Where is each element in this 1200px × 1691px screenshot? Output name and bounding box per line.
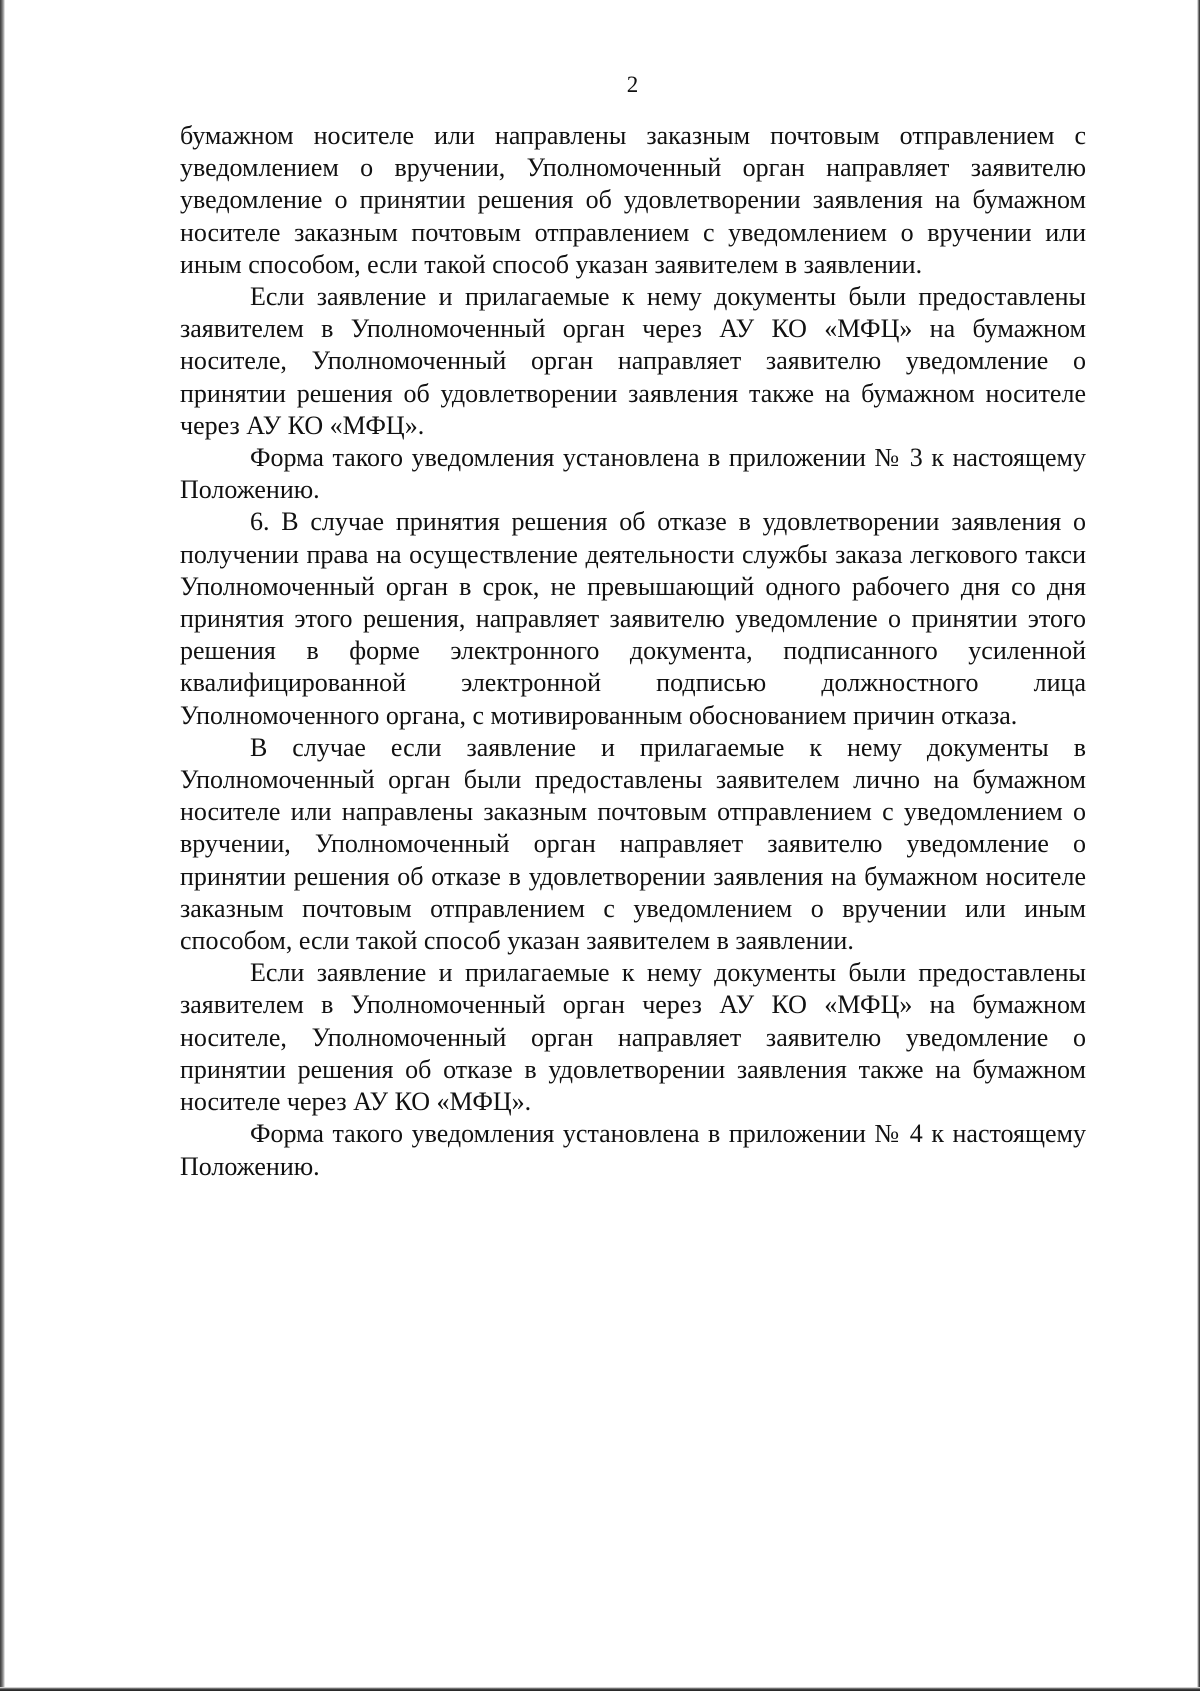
paragraph-continuation: бумажном носителе или направлены заказным почтовым отправлением с уведомлением о вручении, Уполномоченный орган направляет заявителю уведомление о принятии решения об удовлетворении заявления на бумажном носителе заказным почтовым отправлением с уведомлением о вручении или иным способом, если такой способ указан заявителем в заявлении. (180, 121, 1086, 279)
scan-edge-left (0, 0, 5, 1691)
document-body (180, 120, 1086, 1183)
paragraph-refusal-in-person: В случае если заявление и прилагаемые к нему документы в Уполномоченный орган были предоставлены заявителем лично на бумажном носителе или направлены заказным почтовым отправлением с уведомлением о вручении, Уполномоченный орган направляет заявителю уведомление о принятии решения об отказе в удовлетворении заявления на бумажном носителе заказным почтовым отправлением с уведомлением о вручении или иным способом, если такой способ указан заявителем в заявлении. (180, 732, 1086, 956)
paragraph-form-appendix-4: Форма такого уведомления установлена в приложении № 4 к настоящему Положению. (180, 1119, 1086, 1181)
page-number: 2 (626, 72, 639, 97)
paragraph-mfc-refusal: Если заявление и прилагаемые к нему документы были предоставлены заявителем в Уполномоченный орган через АУ КО «МФЦ» на бумажном носителе, Уполномоченный орган направляет заявителю уведомление о принятии решения об отказе в удовлетворении заявления также на бумажном носителе через АУ КО «МФЦ». (180, 958, 1086, 1117)
paragraph-form-appendix-3: Форма такого уведомления установлена в приложении № 3 к настоящему Положению. (180, 443, 1086, 505)
scan-edge-bottom (0, 1687, 1200, 1691)
paragraph-item-6: 6. В случае принятия решения об отказе в удовлетворении заявления о получении права на осуществление деятельности службы заказа легкового такси Уполномоченный орган в срок, не превышающий одного рабочего дня со дня принятия этого решения, направляет заявителю уведомление о принятии этого решения в форме электронного документа, подписанного усиленной квалифицированной электронной подписью должностного лица Уполномоченного органа, с мотивированным обоснованием причин отказа. (180, 507, 1086, 730)
paragraph-mfc-approval: Если заявление и прилагаемые к нему документы были предоставлены заявителем в Уполномоченный орган через АУ КО «МФЦ» на бумажном носителе, Уполномоченный орган направляет заявителю уведомление о принятии решения об удовлетворении заявления также на бумажном носителе через АУ КО «МФЦ». (180, 282, 1086, 440)
